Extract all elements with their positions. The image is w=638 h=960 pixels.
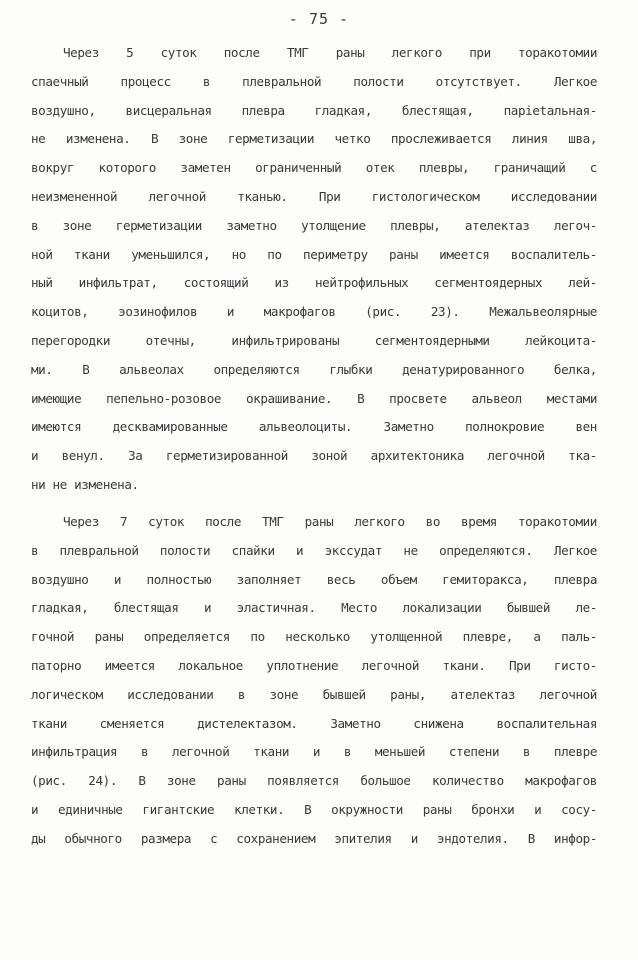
paragraph-2 xyxy=(31,508,597,854)
text-line: имеющие пепельно-розовое окрашивание. В просвете альвеол местами xyxy=(31,390,597,406)
text-line: имеются десквамированные альвеолоциты. Заметно полнокровие вен xyxy=(31,419,597,435)
text-line: неизмененной легочной тканью. При гистологическом исследовании xyxy=(31,188,597,204)
text-line: и венул. За герметизированной зоной архитектоника легочной тка- xyxy=(31,448,597,464)
text-line: перегородки отечны, инфильтрированы сегментоядерными лейкоцита- xyxy=(31,332,597,348)
text-line: в зоне герметизации заметно утолщение плевры, ателектаз легоч- xyxy=(31,217,597,233)
text-line: вокруг которого заметен ограниченный отек плевры, граничащий с xyxy=(31,160,597,176)
text-line: ми. В альвеолах определяются глыбки денатурированного белка, xyxy=(31,361,597,377)
text-line: инфильтрация в легочной ткани и в меньшей степени в плевре xyxy=(31,744,597,760)
text-line: ды обычного размера с сохранением эпителия и эндотелия. В инфор- xyxy=(31,830,597,846)
text-line: воздушно и полностью заполняет весь объем гемиторакса, плевра xyxy=(31,571,597,587)
text-line: логическом исследовании в зоне бывшей раны, ателектаз легочной xyxy=(31,686,597,702)
text-line: ной ткани уменьшился, но по периметру раны имеется воспалитель- xyxy=(31,246,597,262)
text-line: гладкая, блестящая и эластичная. Место локализации бывшей ле- xyxy=(31,600,597,616)
text-line: (рис. 24). В зоне раны появляется большое количество макрофагов xyxy=(31,773,597,789)
text-line: Через 7 суток после ТМГ раны легкого во время торакотомии xyxy=(63,514,597,529)
text-line: не изменена. В зоне герметизации четко прослеживается линия шва, xyxy=(31,131,597,147)
text-line: в плевральной полости спайки и экссудат не определяются. Легкое xyxy=(31,542,597,558)
text-line: гочной раны определяется по несколько утолщенной плевре, а паль- xyxy=(31,629,597,645)
text-line: ни не изменена. xyxy=(31,476,139,492)
text-line: воздушно, висцеральная плевра гладкая, блестящая, парietальная- xyxy=(31,102,597,118)
text-line: спаечный процесс в плевральной полости отсутствует. Легкое xyxy=(31,73,597,89)
text-line: Через 5 суток после ТМГ раны легкого при торакотомии xyxy=(63,45,597,60)
text-line: коцитов, эозинофилов и макрофагов (рис. 23). Межальвеолярные xyxy=(31,304,597,320)
text-line: ткани сменяется дистелектазом. Заметно снижена воспалительная xyxy=(31,715,597,731)
text-line: и единичные гигантские клетки. В окружности раны бронхи и сосу- xyxy=(31,801,597,817)
text-line: паторно имеется локальное уплотнение легочной ткани. При гисто- xyxy=(31,657,597,673)
paragraph-1 xyxy=(31,39,597,500)
text-line: ный инфильтрат, состоящий из нейтрофильных сегментоядерных лей- xyxy=(31,275,597,291)
page-number: - 75 - xyxy=(288,10,350,28)
